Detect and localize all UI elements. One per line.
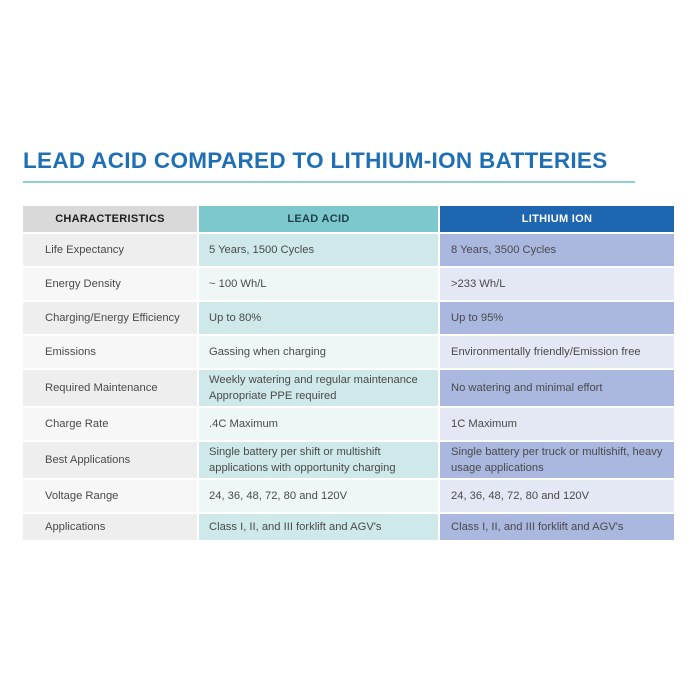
header-row bbox=[23, 206, 674, 233]
cell-text: 8 Years, 3500 Cycles bbox=[451, 244, 557, 256]
cell-text: No watering and minimal effort bbox=[451, 382, 603, 394]
lithium-ion-cell bbox=[439, 479, 674, 513]
cell-text: 24, 36, 48, 72, 80 and 120V bbox=[209, 490, 348, 502]
cell-text: 5 Years, 1500 Cycles bbox=[209, 244, 315, 256]
table-row bbox=[23, 441, 674, 479]
lithium-ion-cell bbox=[439, 513, 674, 541]
cell-text: 1C Maximum bbox=[451, 418, 517, 430]
lead-acid-cell bbox=[198, 479, 439, 513]
cell-text: >233 Wh/L bbox=[451, 278, 506, 290]
lead-acid-cell bbox=[198, 335, 439, 369]
row-label: Voltage Range bbox=[23, 479, 198, 513]
row-label: Charging/Energy Efficiency bbox=[23, 301, 198, 335]
table-row bbox=[23, 369, 674, 407]
row-label: Energy Density bbox=[23, 267, 198, 301]
lithium-ion-cell bbox=[439, 267, 674, 301]
cell-text: .4C Maximum bbox=[209, 418, 278, 430]
table-row bbox=[23, 335, 674, 369]
lead-acid-cell bbox=[198, 233, 439, 267]
cell-text: Up to 80% bbox=[209, 312, 262, 324]
cell-text: 24, 36, 48, 72, 80 and 120V bbox=[451, 490, 590, 502]
lead-acid-cell bbox=[198, 301, 439, 335]
lead-acid-cell bbox=[198, 267, 439, 301]
cell-text: applications with opportunity charging bbox=[209, 462, 396, 474]
table-row bbox=[23, 267, 674, 301]
table-row bbox=[23, 479, 674, 513]
cell-text: Single battery per shift or multishift bbox=[209, 446, 381, 458]
lithium-ion-cell bbox=[439, 301, 674, 335]
page-title: LEAD ACID COMPARED TO LITHIUM-ION BATTERIES bbox=[23, 148, 608, 173]
lithium-ion-cell bbox=[439, 233, 674, 267]
cell-text: ~ 100 Wh/L bbox=[209, 278, 267, 290]
lead-acid-cell bbox=[198, 513, 439, 541]
row-label: Applications bbox=[23, 513, 198, 541]
cell-text: Weekly watering and regular maintenance bbox=[209, 374, 418, 386]
lead-acid-cell bbox=[198, 369, 439, 407]
title-underline bbox=[23, 181, 635, 183]
table-row bbox=[23, 301, 674, 335]
cell-text: Single battery per truck or multishift, heavy bbox=[451, 446, 663, 458]
table-row bbox=[23, 407, 674, 441]
cell-text: Up to 95% bbox=[451, 312, 504, 324]
cell-text: Class I, II, and III forklift and AGV's bbox=[451, 521, 624, 533]
lithium-ion-cell bbox=[439, 407, 674, 441]
row-label: Life Expectancy bbox=[23, 233, 198, 267]
lithium-ion-cell bbox=[439, 369, 674, 407]
header-lithium-ion: LITHIUM ION bbox=[439, 206, 674, 233]
cell-text: Appropriate PPE required bbox=[209, 390, 337, 402]
row-label: Required Maintenance bbox=[23, 369, 198, 407]
header-lead-acid: LEAD ACID bbox=[198, 206, 439, 233]
row-label: Best Applications bbox=[23, 441, 198, 479]
table-row bbox=[23, 513, 674, 541]
header-characteristics: CHARACTERISTICS bbox=[23, 206, 198, 233]
row-label: Emissions bbox=[23, 335, 198, 369]
lead-acid-cell bbox=[198, 407, 439, 441]
lithium-ion-cell bbox=[439, 441, 674, 479]
cell-text: Class I, II, and III forklift and AGV's bbox=[209, 521, 382, 533]
row-label: Charge Rate bbox=[23, 407, 198, 441]
cell-text: Gassing when charging bbox=[209, 346, 326, 358]
cell-text: usage applications bbox=[451, 462, 544, 474]
table-row bbox=[23, 233, 674, 267]
lithium-ion-cell bbox=[439, 335, 674, 369]
lead-acid-cell bbox=[198, 441, 439, 479]
cell-text: Environmentally friendly/Emission free bbox=[451, 346, 641, 358]
comparison-table bbox=[23, 206, 674, 542]
